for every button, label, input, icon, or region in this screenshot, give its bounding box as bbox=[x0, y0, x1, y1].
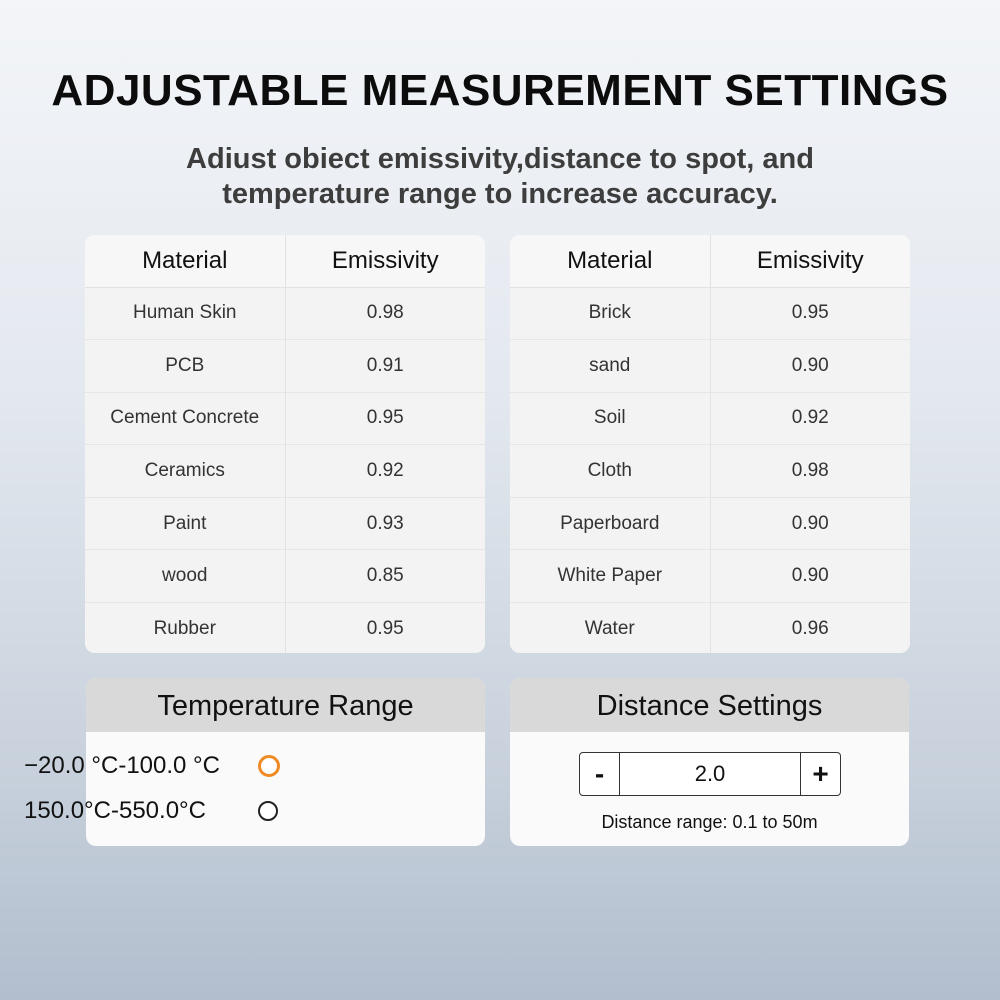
emissivity-cell: 0.98 bbox=[710, 445, 910, 498]
table-row bbox=[85, 392, 485, 445]
temperature-option-low[interactable] bbox=[24, 751, 384, 781]
emissivity-cell: 0.96 bbox=[710, 603, 910, 653]
page-title: ADJUSTABLE MEASUREMENT SETTINGS bbox=[51, 66, 949, 115]
emissivity-cell: 0.95 bbox=[285, 392, 485, 445]
material-cell: PCB bbox=[85, 340, 285, 393]
temperature-option-high[interactable] bbox=[24, 796, 384, 826]
emissivity-cell: 0.92 bbox=[285, 445, 485, 498]
increase-distance-button[interactable]: + bbox=[800, 753, 840, 795]
table-row bbox=[510, 550, 910, 603]
radio-unselected-icon[interactable] bbox=[258, 801, 278, 821]
column-header-material: Material bbox=[85, 235, 285, 287]
material-cell: Soil bbox=[510, 392, 710, 445]
material-cell: Cement Concrete bbox=[85, 392, 285, 445]
distance-settings-panel bbox=[510, 678, 909, 846]
table-row bbox=[510, 603, 910, 653]
table-row bbox=[510, 287, 910, 340]
material-cell: sand bbox=[510, 340, 710, 393]
material-cell: wood bbox=[85, 550, 285, 603]
table-row bbox=[85, 550, 485, 603]
column-header-emissivity: Emissivity bbox=[285, 235, 485, 287]
temperature-option-label: 150.0°C-550.0°C bbox=[24, 797, 206, 824]
material-cell: Brick bbox=[510, 287, 710, 340]
distance-stepper bbox=[579, 752, 841, 796]
emissivity-cell: 0.92 bbox=[710, 392, 910, 445]
material-cell: White Paper bbox=[510, 550, 710, 603]
material-cell: Water bbox=[510, 603, 710, 653]
table-row bbox=[85, 445, 485, 498]
emissivity-table-right bbox=[510, 235, 910, 653]
material-cell: Human Skin bbox=[85, 287, 285, 340]
temperature-option-label: −20.0 °C-100.0 °C bbox=[24, 752, 220, 779]
emissivity-cell: 0.95 bbox=[710, 287, 910, 340]
emissivity-cell: 0.90 bbox=[710, 550, 910, 603]
table-row bbox=[85, 340, 485, 393]
material-cell: Paint bbox=[85, 497, 285, 550]
table-row bbox=[85, 603, 485, 653]
table-row bbox=[510, 497, 910, 550]
distance-settings-title: Distance Settings bbox=[510, 678, 909, 732]
table-row bbox=[510, 392, 910, 445]
emissivity-cell: 0.98 bbox=[285, 287, 485, 340]
table-row bbox=[85, 497, 485, 550]
table-row bbox=[85, 287, 485, 340]
page-subtitle bbox=[100, 142, 900, 212]
emissivity-cell: 0.90 bbox=[710, 340, 910, 393]
subtitle-line-1: Adiust obiect emissivity,distance to spot, and bbox=[186, 143, 814, 175]
emissivity-cell: 0.85 bbox=[285, 550, 485, 603]
distance-value-input[interactable]: 2.0 bbox=[694, 761, 726, 786]
decrease-distance-button[interactable]: - bbox=[580, 753, 620, 795]
material-cell: Cloth bbox=[510, 445, 710, 498]
emissivity-cell: 0.91 bbox=[285, 340, 485, 393]
emissivity-cell: 0.93 bbox=[285, 497, 485, 550]
emissivity-table-left bbox=[85, 235, 485, 653]
temperature-range-title: Temperature Range bbox=[86, 678, 485, 732]
material-cell: Rubber bbox=[85, 603, 285, 653]
emissivity-cell: 0.90 bbox=[710, 497, 910, 550]
table-row bbox=[510, 340, 910, 393]
distance-range-text: Distance range: 0.1 to 50m bbox=[601, 812, 818, 832]
radio-selected-icon[interactable] bbox=[258, 755, 280, 777]
table-row bbox=[510, 445, 910, 498]
column-header-material: Material bbox=[510, 235, 710, 287]
subtitle-line-2: temperature range to increase accuracy. bbox=[222, 178, 778, 210]
material-cell: Ceramics bbox=[85, 445, 285, 498]
emissivity-cell: 0.95 bbox=[285, 603, 485, 653]
column-header-emissivity: Emissivity bbox=[710, 235, 910, 287]
material-cell: Paperboard bbox=[510, 497, 710, 550]
